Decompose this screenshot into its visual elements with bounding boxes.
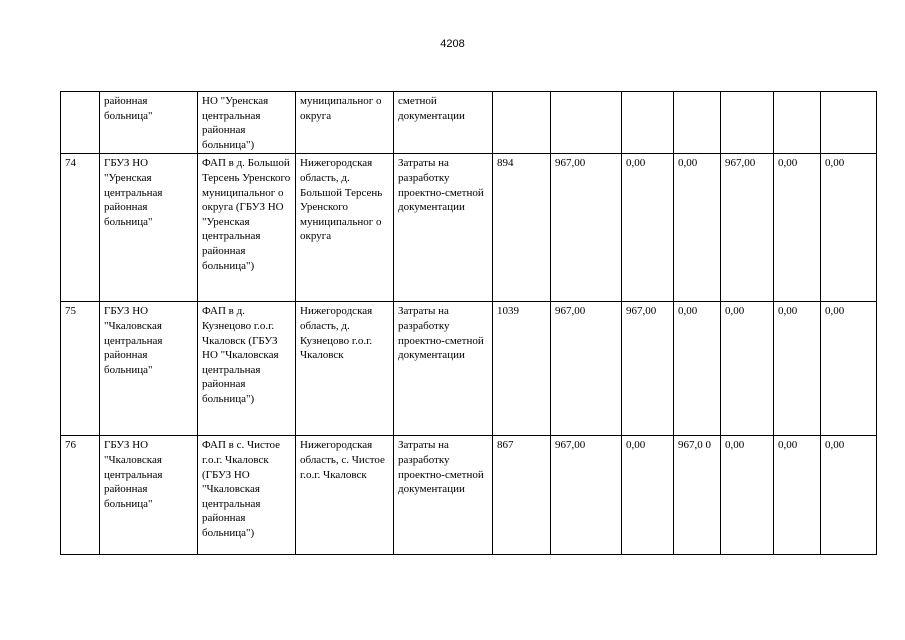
cell-value: 0,00 [821,302,877,436]
cell-location: Нижегородская область, д. Кузнецово г.о.г. Чкаловск [296,302,394,436]
cell-value: 0,00 [721,302,774,436]
cell-value: 0,00 [721,436,774,555]
cell-purpose: сметной документации [394,92,493,154]
cell-purpose: Затраты на разработку проектно-сметной документации [394,302,493,436]
cell-location: Нижегородская область, д. Большой Терсень Уренского муниципальног о округа [296,154,394,302]
cell-location: муниципальног о округа [296,92,394,154]
cell-value [721,92,774,154]
cell-value: 0,00 [674,154,721,302]
cell-value: 0,00 [821,436,877,555]
cell-purpose: Затраты на разработку проектно-сметной документации [394,436,493,555]
cell-value: 967,00 [551,302,622,436]
table-row [61,92,877,154]
cell-value: 894 [493,154,551,302]
cell-value: 0,00 [674,302,721,436]
cell-purpose: Затраты на разработку проектно-сметной документации [394,154,493,302]
cell-value: 0,00 [821,154,877,302]
cell-value: 0,00 [774,302,821,436]
cell-no: 75 [61,302,100,436]
cell-value [493,92,551,154]
cell-value: 0,00 [774,154,821,302]
cell-no: 76 [61,436,100,555]
cell-value: 967,00 [551,436,622,555]
cell-value: 0,00 [774,436,821,555]
cell-organization: ГБУЗ НО "Чкаловская центральная районная больница" [100,436,198,555]
cell-object: ФАП в д. Большой Терсень Уренского муниципальног о округа (ГБУЗ НО "Уренская центральная районная больница") [198,154,296,302]
cell-no: 74 [61,154,100,302]
cell-object: ФАП в с. Чистое г.о.г. Чкаловск (ГБУЗ НО "Чкаловская центральная районная больница") [198,436,296,555]
page-number: 4208 [440,38,465,50]
table-row [61,154,877,302]
cell-object: ФАП в д. Кузнецово г.о.г. Чкаловск (ГБУЗ НО "Чкаловская центральная районная больница") [198,302,296,436]
cell-value: 0,00 [622,436,674,555]
cell-value: 967,00 [551,154,622,302]
cell-location: Нижегородская область, с. Чистое г.о.г. Чкаловск [296,436,394,555]
cell-value: 967,0 0 [674,436,721,555]
cell-value: 1039 [493,302,551,436]
budget-table [60,91,877,555]
cell-value [622,92,674,154]
cell-value: 0,00 [622,154,674,302]
cell-organization: районная больница" [100,92,198,154]
cell-value: 967,00 [622,302,674,436]
cell-value [551,92,622,154]
cell-value: 967,00 [721,154,774,302]
cell-value: 867 [493,436,551,555]
cell-value [821,92,877,154]
cell-organization: ГБУЗ НО "Уренская центральная районная больница" [100,154,198,302]
cell-object: НО "Уренская центральная районная больница") [198,92,296,154]
table-row [61,302,877,436]
cell-organization: ГБУЗ НО "Чкаловская центральная районная больница" [100,302,198,436]
cell-value [674,92,721,154]
cell-no [61,92,100,154]
table-row [61,436,877,555]
cell-value [774,92,821,154]
